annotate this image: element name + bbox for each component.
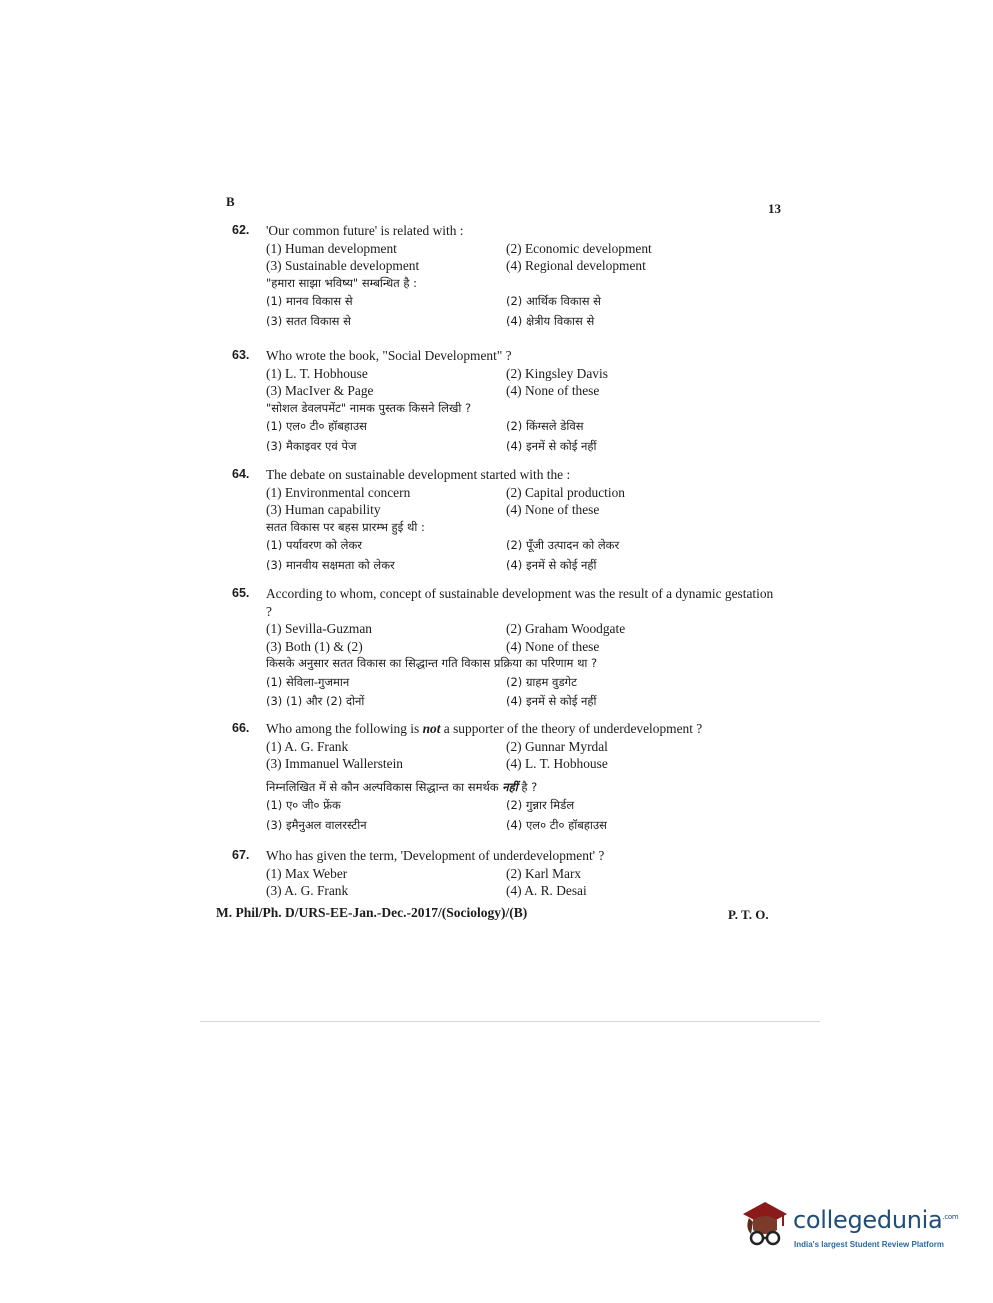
paper-code: M. Phil/Ph. D/URS-EE-Jan.-Dec.-2017/(Sociology)/(B) bbox=[216, 905, 528, 920]
pto-label: P. T. O. bbox=[728, 907, 769, 922]
option-2: (2) Kingsley Davis bbox=[506, 365, 608, 381]
hindi-option-4: (4) इनमें से कोई नहीं bbox=[506, 557, 597, 572]
option-3: (3) A. G. Frank bbox=[266, 883, 349, 898]
option-1: (1) Human development bbox=[266, 240, 397, 256]
question-66 bbox=[232, 720, 777, 835]
question-65 bbox=[232, 585, 777, 712]
question-number: 67. bbox=[232, 848, 250, 862]
option-2: (2) Economic development bbox=[506, 240, 652, 256]
options bbox=[266, 738, 777, 773]
question-number: 63. bbox=[232, 348, 250, 362]
question-text: Who has given the term, 'Development of underdevelopment' ? bbox=[266, 848, 605, 863]
question-67 bbox=[232, 847, 777, 900]
hindi-options bbox=[266, 673, 777, 712]
hindi-emphasis: नहीं bbox=[502, 779, 518, 794]
option-3: (3) Sustainable development bbox=[266, 258, 420, 273]
collegedunia-logo bbox=[737, 1198, 962, 1258]
question-text: Who wrote the book, "Social Development" ? bbox=[266, 348, 512, 363]
question-text: The debate on sustainable development started with the : bbox=[266, 467, 571, 482]
hindi-options bbox=[266, 536, 777, 575]
options bbox=[266, 240, 777, 275]
option-4: (4) A. R. Desai bbox=[506, 883, 587, 898]
mascot-icon bbox=[737, 1198, 791, 1254]
option-4: (4) None of these bbox=[506, 502, 600, 517]
option-3: (3) Immanuel Wallerstein bbox=[266, 756, 403, 771]
hindi-option-1: (1) सेविला-गुजमान bbox=[266, 674, 350, 689]
option-1: (1) Sevilla-Guzman bbox=[266, 621, 372, 636]
question-text-after: a supporter of the theory of underdevelopment ? bbox=[440, 721, 703, 736]
question-text bbox=[266, 720, 777, 738]
hindi-options bbox=[266, 292, 777, 331]
question-text: 'Our common future' is related with : bbox=[266, 223, 464, 238]
hindi-option-2: (2) गुन्नार मिर्डल bbox=[506, 798, 575, 812]
hindi-option-4: (4) इनमें से कोई नहीं bbox=[506, 694, 597, 708]
page-number: 13 bbox=[768, 201, 781, 216]
hindi-option-1: (1) मानव विकास से bbox=[266, 294, 353, 308]
hindi-options bbox=[266, 796, 777, 835]
hindi-question-text bbox=[266, 779, 777, 797]
option-4: (4) None of these bbox=[506, 638, 600, 654]
options bbox=[266, 365, 777, 400]
hindi-question-text: "हमारा साझा भविष्य" सम्बन्धित है : bbox=[266, 275, 417, 290]
option-2: (2) Capital production bbox=[506, 484, 625, 500]
scan-divider bbox=[200, 1021, 820, 1022]
question-number: 64. bbox=[232, 467, 250, 481]
option-2: (2) Karl Marx bbox=[506, 865, 582, 881]
option-1: (1) Max Weber bbox=[266, 865, 348, 881]
hindi-options bbox=[266, 417, 777, 456]
options bbox=[266, 620, 777, 655]
hindi-question-text: सतत विकास पर बहस प्रारम्भ हुई थी : bbox=[266, 519, 425, 534]
question-64 bbox=[232, 466, 777, 575]
hindi-option-3: (3) मैकाइवर एवं पेज bbox=[266, 438, 357, 453]
hindi-option-3: (3) (1) और (2) दोनों bbox=[266, 694, 365, 708]
option-2: (2) Graham Woodgate bbox=[506, 621, 626, 636]
option-4: (4) Regional development bbox=[506, 258, 646, 273]
hindi-option-2: (2) पूँजी उत्पादन को लेकर bbox=[506, 538, 620, 552]
hindi-question-text: किसके अनुसार सतत विकास का सिद्धान्त गति विकास प्रक्रिया का परिणाम था ? bbox=[266, 656, 598, 670]
question-62 bbox=[232, 222, 777, 331]
options bbox=[266, 865, 777, 900]
hindi-question-text: "सोशल डेवलपमेंट" नामक पुस्तक किसने लिखी ? bbox=[266, 400, 472, 415]
option-3: (3) Human capability bbox=[266, 502, 381, 517]
series-label: B bbox=[226, 194, 235, 209]
option-4: (4) None of these bbox=[506, 383, 600, 398]
hindi-text-before: निम्नलिखित में से कौन अल्पविकास सिद्धान्त का समर्थक bbox=[266, 779, 503, 794]
hindi-option-4: (4) क्षेत्रीय विकास से bbox=[506, 313, 595, 328]
hindi-option-3: (3) सतत विकास से bbox=[266, 313, 351, 328]
option-1: (1) Environmental concern bbox=[266, 484, 411, 500]
hindi-option-2: (2) आर्थिक विकास से bbox=[506, 294, 601, 308]
logo-tagline: India's largest Student Review Platform bbox=[794, 1240, 944, 1249]
hindi-option-4: (4) इनमें से कोई नहीं bbox=[506, 438, 597, 453]
hindi-option-2: (2) ग्राहम वुडगेट bbox=[506, 674, 577, 689]
option-1: (1) A. G. Frank bbox=[266, 738, 349, 754]
hindi-option-4: (4) एल० टी० हॉबहाउस bbox=[506, 817, 607, 832]
hindi-option-1: (1) पर्यावरण को लेकर bbox=[266, 538, 362, 552]
question-text: According to whom, concept of sustainable development was the result of a dynamic gestation ? bbox=[266, 586, 774, 619]
hindi-option-3: (3) मानवीय सक्षमता को लेकर bbox=[266, 557, 395, 572]
option-3: (3) MacIver & Page bbox=[266, 383, 374, 398]
hindi-option-3: (3) इमैनुअल वालरस्टीन bbox=[266, 817, 367, 832]
option-2: (2) Gunnar Myrdal bbox=[506, 738, 608, 754]
question-number: 65. bbox=[232, 586, 250, 600]
question-text-before: Who among the following is bbox=[266, 721, 423, 736]
question-emphasis: not bbox=[422, 721, 441, 736]
question-number: 66. bbox=[232, 721, 250, 735]
question-63 bbox=[232, 347, 777, 456]
logo-wordmark: collegedunia$^{.com}$ bbox=[793, 1206, 959, 1234]
hindi-option-1: (1) ए० जी० फ्रेंक bbox=[266, 798, 341, 812]
option-4: (4) L. T. Hobhouse bbox=[506, 756, 608, 771]
option-1: (1) L. T. Hobhouse bbox=[266, 365, 368, 381]
hindi-text-after: है ? bbox=[517, 779, 538, 794]
question-number: 62. bbox=[232, 223, 250, 237]
option-3: (3) Both (1) & (2) bbox=[266, 638, 363, 654]
hindi-option-2: (2) किंग्सले डेविस bbox=[506, 419, 584, 433]
options bbox=[266, 484, 777, 519]
hindi-option-1: (1) एल० टी० हॉबहाउस bbox=[266, 419, 367, 433]
